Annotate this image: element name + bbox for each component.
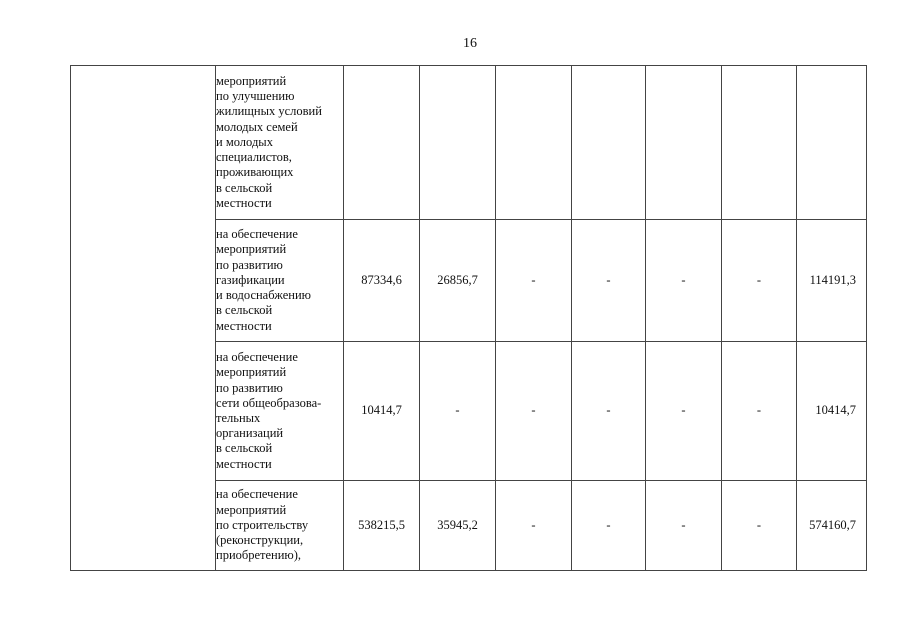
description-line: по развитию — [216, 257, 283, 272]
description-line: и водоснабжению — [216, 288, 312, 303]
table-row — [71, 66, 867, 220]
description-line: мероприятий — [216, 242, 287, 257]
value-cell: - — [722, 220, 797, 342]
value-cell — [420, 66, 496, 220]
description-line: и молодых — [216, 134, 273, 149]
value-cell: 87334,6 — [344, 220, 420, 342]
value-cell — [722, 66, 797, 220]
value-cell: - — [496, 342, 572, 481]
description-line: специалистов, — [216, 150, 292, 165]
value-cell: 538215,5 — [344, 481, 420, 571]
description-line: организаций — [216, 426, 284, 441]
description-line: по строительству — [216, 517, 309, 532]
value-cell: 35945,2 — [420, 481, 496, 571]
value-cell: 10414,7 — [344, 342, 420, 481]
description-line: в сельской — [216, 303, 273, 318]
description-line: мероприятий — [216, 502, 287, 517]
description-line: местности — [216, 195, 272, 210]
description-line: (реконструкции, — [216, 533, 304, 548]
total-cell: 10414,7 — [797, 342, 867, 481]
row-description — [216, 342, 344, 481]
total-cell: 114191,3 — [797, 220, 867, 342]
description-line: местности — [216, 456, 272, 471]
description-line: на обеспечение — [216, 487, 298, 502]
description-line: тельных — [216, 411, 261, 425]
value-cell: - — [420, 342, 496, 481]
empty-left-cell — [71, 66, 216, 571]
description-line: в сельской — [216, 441, 273, 456]
description-line: жилищных условий — [216, 104, 322, 119]
description-line: газификации — [216, 272, 285, 287]
description-line: по улучшению — [216, 89, 295, 104]
page-number: 16 — [463, 36, 477, 51]
value-cell: - — [722, 481, 797, 571]
description-line: местности — [216, 318, 272, 333]
value-cell: 26856,7 — [420, 220, 496, 342]
description-line: на обеспечение — [216, 227, 298, 242]
value-cell: - — [722, 342, 797, 481]
value-cell — [496, 66, 572, 220]
value-cell: - — [496, 481, 572, 571]
value-cell: - — [646, 342, 722, 481]
value-cell: - — [646, 481, 722, 571]
value-cell — [572, 66, 646, 220]
value-cell: - — [572, 481, 646, 571]
value-cell — [646, 66, 722, 220]
value-cell: - — [496, 220, 572, 342]
row-description — [216, 66, 344, 220]
value-cell: - — [572, 220, 646, 342]
description-line: по развитию — [216, 380, 283, 395]
budget-table — [70, 65, 867, 571]
value-cell: - — [572, 342, 646, 481]
description-line: молодых семей — [216, 119, 298, 134]
row-description — [216, 481, 344, 571]
description-line: сети общеобразова- — [216, 395, 322, 410]
description-line: мероприятий — [216, 74, 287, 89]
description-line: мероприятий — [216, 365, 287, 380]
total-cell — [797, 66, 867, 220]
total-cell: 574160,7 — [797, 481, 867, 571]
value-cell: - — [646, 220, 722, 342]
row-description — [216, 220, 344, 342]
description-line: приобретению), — [216, 548, 302, 563]
description-line: проживающих — [216, 165, 294, 180]
description-line: в сельской — [216, 180, 273, 195]
value-cell — [344, 66, 420, 220]
description-line: на обеспечение — [216, 350, 298, 365]
